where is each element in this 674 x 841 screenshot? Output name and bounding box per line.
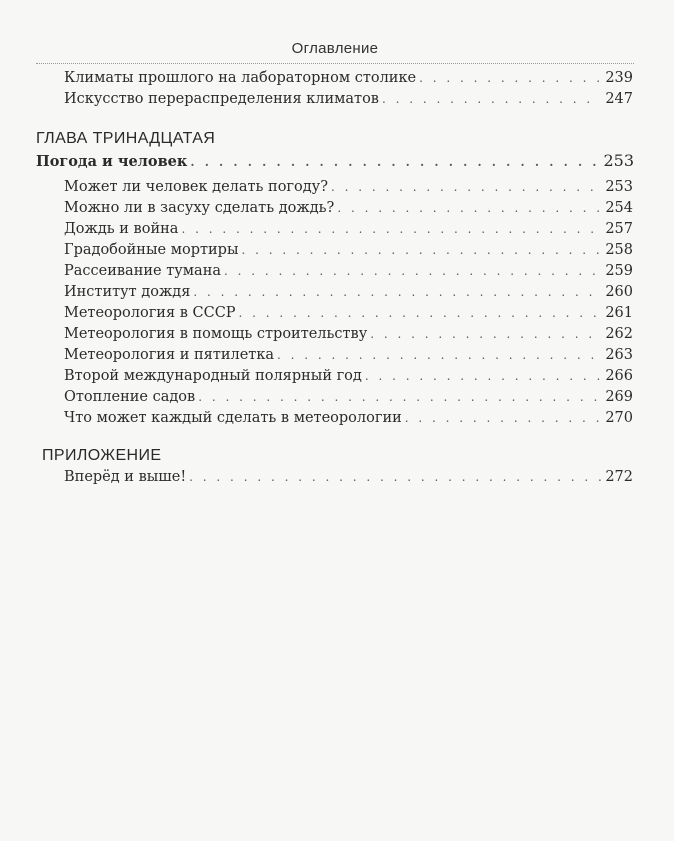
dot-leader: [277, 345, 601, 366]
dot-leader: [239, 303, 602, 324]
toc-entry: [64, 366, 633, 387]
toc-entry-page: 269: [605, 389, 633, 405]
dot-leader: [365, 366, 601, 387]
toc-entry: [64, 387, 633, 408]
dot-leader: [193, 282, 601, 303]
chapter-title-page: 253: [603, 151, 634, 170]
toc-entry-page: 266: [605, 368, 633, 384]
toc-entry: [64, 198, 633, 219]
toc-entry-label: Дождь и война: [64, 221, 179, 237]
toc-entry: [64, 282, 633, 303]
toc-entry: [64, 345, 633, 366]
chapter-title-entry: [36, 150, 634, 171]
toc-entry: [64, 261, 633, 282]
toc-entry-page: 254: [605, 200, 633, 216]
toc-entry-page: 270: [605, 410, 633, 426]
toc-entry-label: Второй международный полярный год: [64, 368, 362, 384]
dot-leader: [224, 261, 601, 282]
toc-entry: [64, 467, 633, 488]
dot-leader: [198, 387, 601, 408]
dot-leader: [242, 240, 602, 261]
dot-leader: [190, 152, 599, 173]
dot-leader: [405, 408, 602, 429]
toc-entry-page: 257: [605, 221, 633, 237]
chapter-heading: ГЛАВА ТРИНАДЦАТАЯ: [36, 130, 216, 147]
dot-leader: [337, 198, 601, 219]
dot-leader: [189, 467, 601, 488]
toc-entry: [64, 68, 633, 89]
toc-entry-label: Метеорология в СССР: [64, 305, 236, 321]
toc-entry-page: 260: [605, 284, 633, 300]
toc-entry-label: Искусство перераспределения климатов: [64, 91, 379, 107]
toc-entry-label: Можно ли в засуху сделать дождь?: [64, 200, 335, 216]
toc-entry-label: Метеорология и пятилетка: [64, 347, 275, 363]
dot-leader: [382, 89, 601, 110]
header-rule: [36, 63, 634, 64]
toc-entry: [64, 408, 633, 429]
toc-entry-page: 258: [605, 242, 633, 258]
toc-entry-label: Институт дождя: [64, 284, 191, 300]
toc-entry-label: Вперёд и выше!: [64, 469, 187, 485]
toc-entry: [64, 219, 633, 240]
toc-entry-label: Климаты прошлого на лабораторном столике: [64, 70, 417, 86]
toc-entry-page: 259: [605, 263, 633, 279]
table-of-contents: [0, 66, 674, 488]
toc-entry: [64, 89, 633, 110]
toc-entry-label: Градобойные мортиры: [64, 242, 239, 258]
toc-entry: [64, 177, 633, 198]
toc-entry-label: Может ли человек делать погоду?: [64, 179, 328, 195]
toc-entry-page: 262: [605, 326, 633, 342]
toc-entry: [64, 240, 633, 261]
toc-entry-page: 239: [605, 70, 633, 86]
dot-leader: [370, 324, 601, 345]
toc-entry: [64, 324, 633, 345]
running-head: Оглавление: [291, 40, 379, 57]
toc-entry-page: 272: [605, 469, 633, 485]
dot-leader: [331, 177, 601, 198]
toc-entry-label: Метеорология в помощь строительству: [64, 326, 368, 342]
dot-leader: [419, 68, 601, 89]
toc-entry-label: Рассеивание тумана: [64, 263, 222, 279]
toc-entry-page: 263: [605, 347, 633, 363]
toc-entry-label: Что может каждый сделать в метеорологии: [64, 410, 402, 426]
toc-entry-label: Отопление садов: [64, 389, 196, 405]
toc-entry: [64, 303, 633, 324]
toc-entry-page: 261: [605, 305, 633, 321]
chapter-title: Погода и человек: [36, 153, 188, 170]
dot-leader: [181, 219, 601, 240]
toc-entry-page: 247: [605, 91, 633, 107]
appendix-heading: ПРИЛОЖЕНИЕ: [42, 447, 162, 464]
toc-entry-page: 253: [605, 179, 633, 195]
